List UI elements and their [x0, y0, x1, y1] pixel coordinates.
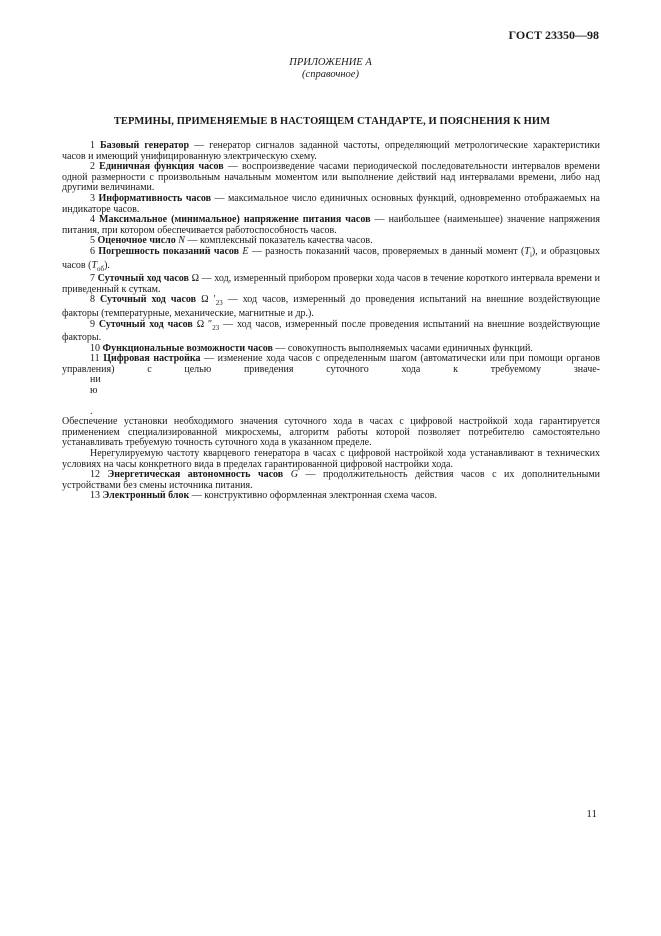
terms-list: [62, 141, 600, 502]
section-title: ТЕРМИНЫ, ПРИМЕНЯЕМЫЕ В НАСТОЯЩЕМ СТАНДАРТЕ, И ПОЯСНЕНИЯ К НИМ: [113, 116, 551, 127]
term-item-8: 8 Суточный ход часов Ω $'_{23}$ — ход часов, измеренный до проведения испытаний на внешние воздействующие факторы (температурные, механические, магнитные и др.).: [62, 294, 601, 319]
term-item-11-fragment-3: .: [90, 405, 93, 417]
term-item-7: 7 Суточный ход часов Ω — ход, измеренный прибором проверки хода часов в течение короткого интервала времени и приведенный к суткам.: [62, 273, 600, 295]
term-item-13: 13 Электронный блок — конструктивно оформленная электронная схема часов.: [90, 490, 437, 502]
term-item-10: 10 Функциональные возможности часов — совокупность выполняемых часами единичных функций.: [90, 342, 533, 354]
term-item-11-fragment-1: ни: [90, 374, 101, 386]
term-item-11-fragment-2: ю: [90, 385, 98, 397]
term-item-12: 12 Энергетическая автономность часов G — продолжительность действия часов с их дополнительными устройствами без смены источника питания.: [62, 469, 601, 491]
digital-tuning-paragraph-1: Обеспечение установки необходимого значения суточного хода в часах с цифровой настройкой хода гарантируется применением специализированной микросхемы, алгоритм работы которой позволяет потребителю самостоятельно устанавливать требуемую точность суточного хода в указанном пределе.: [62, 416, 600, 449]
standard-number: ГОСТ 23350—98: [508, 28, 599, 42]
term-item-2: 2 Единичная функция часов — воспроизведение часами периодической последовательности интервалов времени одной размерности с произвольным начальным моментом или выполнение действий над интервалами времени, либо над другими величинами.: [62, 161, 601, 194]
term-item-9: 9 Суточный ход часов Ω $''_{23}$ — ход часов, измеренный после проведения испытаний на внешние воздействующие факторы.: [62, 318, 600, 344]
term-item-1: 1 Базовый генератор — генератор сигналов заданной частоты, определяющий метрологические характеристики часов и имеющий унифицированную электрическую схему.: [62, 140, 600, 162]
appendix-title: ПРИЛОЖЕНИЕ А: [289, 57, 372, 68]
term-item-11: 11 Цифровая настройка — изменение хода часов с определенным шагом (автоматически или при помощи органов управления) с целью приведения суточного хода к требуемому значе-: [62, 353, 601, 375]
appendix-heading: [0, 57, 661, 81]
appendix-subtitle: (справочное): [302, 69, 359, 80]
term-item-6: 6 Погрешность показаний часов E — разность показаний часов, проверяемых в данный момент $(T_i)$, и образцовых часов $(T_{об})$.: [62, 245, 601, 273]
term-item-4: 4 Максимальное (минимальное) напряжение питания часов — наибольшее (наименьшее) значение напряжения питания, при котором обеспечивается работоспособность часов.: [62, 214, 601, 236]
page-number: 11: [586, 808, 597, 820]
term-item-3: 3 Информативность часов — максимальное число единичных основных функций, одновременно отображаемых на индикаторе часов.: [62, 192, 601, 215]
term-item-5: 5 Оценочное число N — комплексный показатель качества часов.: [90, 235, 373, 247]
digital-tuning-paragraph-2: Нерегулируемую частоту кварцевого генератора в часах с цифровой настройкой хода устанавливают в технических условиях на часы конкретного вида в пределах гарантированной цифровой настройки хода.: [62, 448, 600, 470]
